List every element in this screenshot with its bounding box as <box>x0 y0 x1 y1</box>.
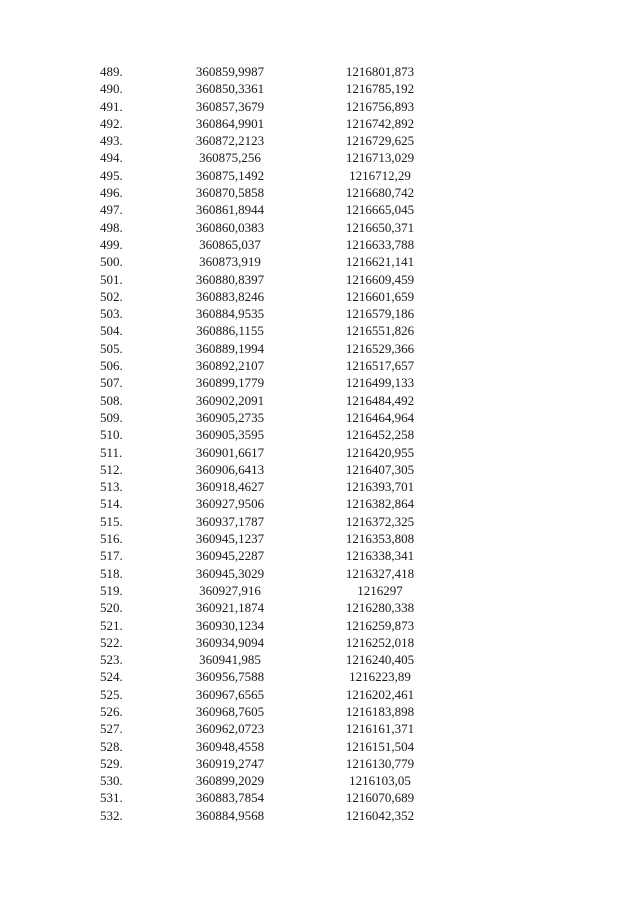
y-coordinate: 1216650,371 <box>345 219 415 235</box>
table-row <box>0 513 640 530</box>
y-coordinate: 1216712,29 <box>349 167 411 183</box>
x-coordinate: 360927,9506 <box>195 496 265 512</box>
x-coordinate: 360889,1994 <box>195 340 265 356</box>
point-number: 504. <box>100 323 123 339</box>
y-coordinate: 1216420,955 <box>345 444 415 460</box>
point-number: 501. <box>100 271 123 287</box>
point-number: 507. <box>100 375 123 391</box>
point-number: 514. <box>100 496 123 512</box>
x-coordinate: 360883,7854 <box>195 790 265 806</box>
x-coordinate: 360880,8397 <box>195 271 265 287</box>
y-coordinate: 1216202,461 <box>345 686 415 702</box>
point-number: 526. <box>100 703 123 719</box>
y-coordinate: 1216464,964 <box>345 409 415 425</box>
x-coordinate: 360968,7605 <box>195 703 265 719</box>
x-coordinate: 360906,6413 <box>195 461 265 477</box>
table-row <box>0 547 640 564</box>
table-row <box>0 720 640 737</box>
point-number: 490. <box>100 81 123 97</box>
y-coordinate: 1216353,808 <box>345 531 415 547</box>
x-coordinate: 360937,1787 <box>195 513 265 529</box>
point-number: 489. <box>100 64 123 79</box>
point-number: 512. <box>100 461 123 477</box>
table-row <box>0 807 640 824</box>
y-coordinate: 1216633,788 <box>345 236 415 252</box>
x-coordinate: 360875,256 <box>199 150 261 166</box>
point-number: 499. <box>100 236 123 252</box>
point-number: 500. <box>100 254 123 270</box>
point-number: 494. <box>100 150 123 166</box>
x-coordinate: 360850,3361 <box>195 81 265 97</box>
table-row <box>0 115 640 132</box>
x-coordinate: 360919,2747 <box>195 755 265 771</box>
point-number: 522. <box>100 634 123 650</box>
y-coordinate: 1216729,625 <box>345 133 415 149</box>
table-row <box>0 686 640 703</box>
table-row <box>0 478 640 495</box>
table-row <box>0 80 640 97</box>
x-coordinate: 360967,6565 <box>195 686 265 702</box>
x-coordinate: 360865,037 <box>199 236 261 252</box>
x-coordinate: 360875,1492 <box>195 167 265 183</box>
x-coordinate: 360918,4627 <box>195 479 265 495</box>
y-coordinate: 1216499,133 <box>345 375 415 391</box>
table-row <box>0 461 640 478</box>
point-number: 495. <box>100 167 123 183</box>
point-number: 519. <box>100 582 123 598</box>
table-row <box>0 582 640 599</box>
y-coordinate: 1216382,864 <box>345 496 415 512</box>
y-coordinate: 1216680,742 <box>345 185 415 201</box>
x-coordinate: 360860,0383 <box>195 219 265 235</box>
table-row <box>0 392 640 409</box>
y-coordinate: 1216151,504 <box>345 738 415 754</box>
x-coordinate: 360872,2123 <box>195 133 265 149</box>
table-row <box>0 738 640 755</box>
point-number: 527. <box>100 721 123 737</box>
y-coordinate: 1216713,029 <box>345 150 415 166</box>
y-coordinate: 1216609,459 <box>345 271 415 287</box>
table-row <box>0 409 640 426</box>
point-number: 516. <box>100 531 123 547</box>
table-row <box>0 617 640 634</box>
y-coordinate: 1216579,186 <box>345 306 415 322</box>
table-row <box>0 789 640 806</box>
table-row <box>0 599 640 616</box>
y-coordinate: 1216484,492 <box>345 392 415 408</box>
table-row <box>0 772 640 789</box>
point-number: 523. <box>100 652 123 668</box>
table-row <box>0 132 640 149</box>
y-coordinate: 1216327,418 <box>345 565 415 581</box>
point-number: 511. <box>100 444 123 460</box>
point-number: 525. <box>100 686 123 702</box>
table-row <box>0 219 640 236</box>
y-coordinate: 1216338,341 <box>345 548 415 564</box>
x-coordinate: 360941,985 <box>199 652 261 668</box>
x-coordinate: 360956,7588 <box>195 669 265 685</box>
x-coordinate: 360886,1155 <box>196 323 264 339</box>
table-row <box>0 305 640 322</box>
y-coordinate: 1216252,018 <box>345 634 415 650</box>
y-coordinate: 1216042,352 <box>345 807 415 823</box>
y-coordinate: 1216259,873 <box>345 617 415 633</box>
y-coordinate: 1216742,892 <box>345 115 415 131</box>
point-number: 502. <box>100 288 123 304</box>
x-coordinate: 360945,2287 <box>195 548 265 564</box>
table-row <box>0 98 640 115</box>
y-coordinate: 1216223,89 <box>349 669 411 685</box>
point-number: 508. <box>100 392 123 408</box>
point-number: 509. <box>100 409 123 425</box>
point-number: 498. <box>100 219 123 235</box>
point-number: 506. <box>100 358 123 374</box>
x-coordinate: 360857,3679 <box>195 98 265 114</box>
x-coordinate: 360899,2029 <box>195 773 265 789</box>
table-row <box>0 357 640 374</box>
y-coordinate: 1216297 <box>357 582 403 598</box>
x-coordinate: 360902,2091 <box>195 392 265 408</box>
x-coordinate: 360870,5858 <box>195 185 265 201</box>
table-row <box>0 201 640 218</box>
y-coordinate: 1216103,05 <box>349 773 411 789</box>
point-number: 532. <box>100 807 123 823</box>
point-number: 529. <box>100 755 123 771</box>
x-coordinate: 360934,9094 <box>195 634 265 650</box>
table-row <box>0 253 640 270</box>
point-number: 503. <box>100 306 123 322</box>
table-row <box>0 322 640 339</box>
x-coordinate: 360884,9535 <box>195 306 265 322</box>
y-coordinate: 1216280,338 <box>345 600 415 616</box>
x-coordinate: 360864,9901 <box>195 115 265 131</box>
point-number: 524. <box>100 669 123 685</box>
point-number: 492. <box>100 115 123 131</box>
point-number: 497. <box>100 202 123 218</box>
x-coordinate: 360948,4558 <box>195 738 265 754</box>
y-coordinate: 1216183,898 <box>345 703 415 719</box>
y-coordinate: 1216621,141 <box>345 254 415 270</box>
y-coordinate: 1216452,258 <box>345 427 415 443</box>
point-number: 505. <box>100 340 123 356</box>
table-row <box>0 167 640 184</box>
x-coordinate: 360927,916 <box>199 582 261 598</box>
table-row <box>0 149 640 166</box>
x-coordinate: 360930,1234 <box>195 617 265 633</box>
table-row <box>0 495 640 512</box>
x-coordinate: 360873,919 <box>199 254 261 270</box>
table-row <box>0 184 640 201</box>
table-row <box>0 271 640 288</box>
y-coordinate: 1216372,325 <box>345 513 415 529</box>
x-coordinate: 360899,1779 <box>195 375 265 391</box>
point-number: 531. <box>100 790 123 806</box>
point-number: 518. <box>100 565 123 581</box>
y-coordinate: 1216070,689 <box>345 790 415 806</box>
x-coordinate: 360945,1237 <box>195 531 265 547</box>
table-row <box>0 288 640 305</box>
table-row <box>0 703 640 720</box>
x-coordinate: 360883,8246 <box>195 288 265 304</box>
point-number: 510. <box>100 427 123 443</box>
x-coordinate: 360905,3595 <box>195 427 265 443</box>
y-coordinate: 1216785,192 <box>345 81 415 97</box>
x-coordinate: 360892,2107 <box>195 358 265 374</box>
point-number: 496. <box>100 185 123 201</box>
y-coordinate: 1216240,405 <box>345 652 415 668</box>
table-row <box>0 374 640 391</box>
x-coordinate: 360945,3029 <box>195 565 265 581</box>
y-coordinate: 1216517,657 <box>345 358 415 374</box>
table-row <box>0 565 640 582</box>
y-coordinate: 1216601,659 <box>345 288 415 304</box>
point-number: 520. <box>100 600 123 616</box>
point-number: 493. <box>100 133 123 149</box>
point-number: 530. <box>100 773 123 789</box>
coordinate-table <box>0 63 640 824</box>
table-row <box>0 236 640 253</box>
table-row <box>0 668 640 685</box>
x-coordinate: 360962,0723 <box>195 721 265 737</box>
x-coordinate: 360859,9987 <box>195 64 265 79</box>
point-number: 515. <box>100 513 123 529</box>
y-coordinate: 1216393,701 <box>345 479 415 495</box>
point-number: 521. <box>100 617 123 633</box>
table-row <box>0 634 640 651</box>
y-coordinate: 1216161,371 <box>345 721 415 737</box>
y-coordinate: 1216756,893 <box>345 98 415 114</box>
x-coordinate: 360901,6617 <box>195 444 265 460</box>
y-coordinate: 1216665,045 <box>345 202 415 218</box>
x-coordinate: 360861,8944 <box>195 202 265 218</box>
x-coordinate: 360921,1874 <box>195 600 265 616</box>
table-row <box>0 651 640 668</box>
table-row <box>0 530 640 547</box>
point-number: 528. <box>100 738 123 754</box>
point-number: 517. <box>100 548 123 564</box>
x-coordinate: 360905,2735 <box>195 409 265 425</box>
y-coordinate: 1216801,873 <box>345 64 415 79</box>
y-coordinate: 1216130,779 <box>345 755 415 771</box>
table-row <box>0 426 640 443</box>
table-row <box>0 63 640 80</box>
table-row <box>0 340 640 357</box>
y-coordinate: 1216407,305 <box>345 461 415 477</box>
table-row <box>0 444 640 461</box>
table-row <box>0 755 640 772</box>
y-coordinate: 1216529,366 <box>345 340 415 356</box>
point-number: 491. <box>100 98 123 114</box>
x-coordinate: 360884,9568 <box>195 807 265 823</box>
y-coordinate: 1216551,826 <box>345 323 415 339</box>
point-number: 513. <box>100 479 123 495</box>
